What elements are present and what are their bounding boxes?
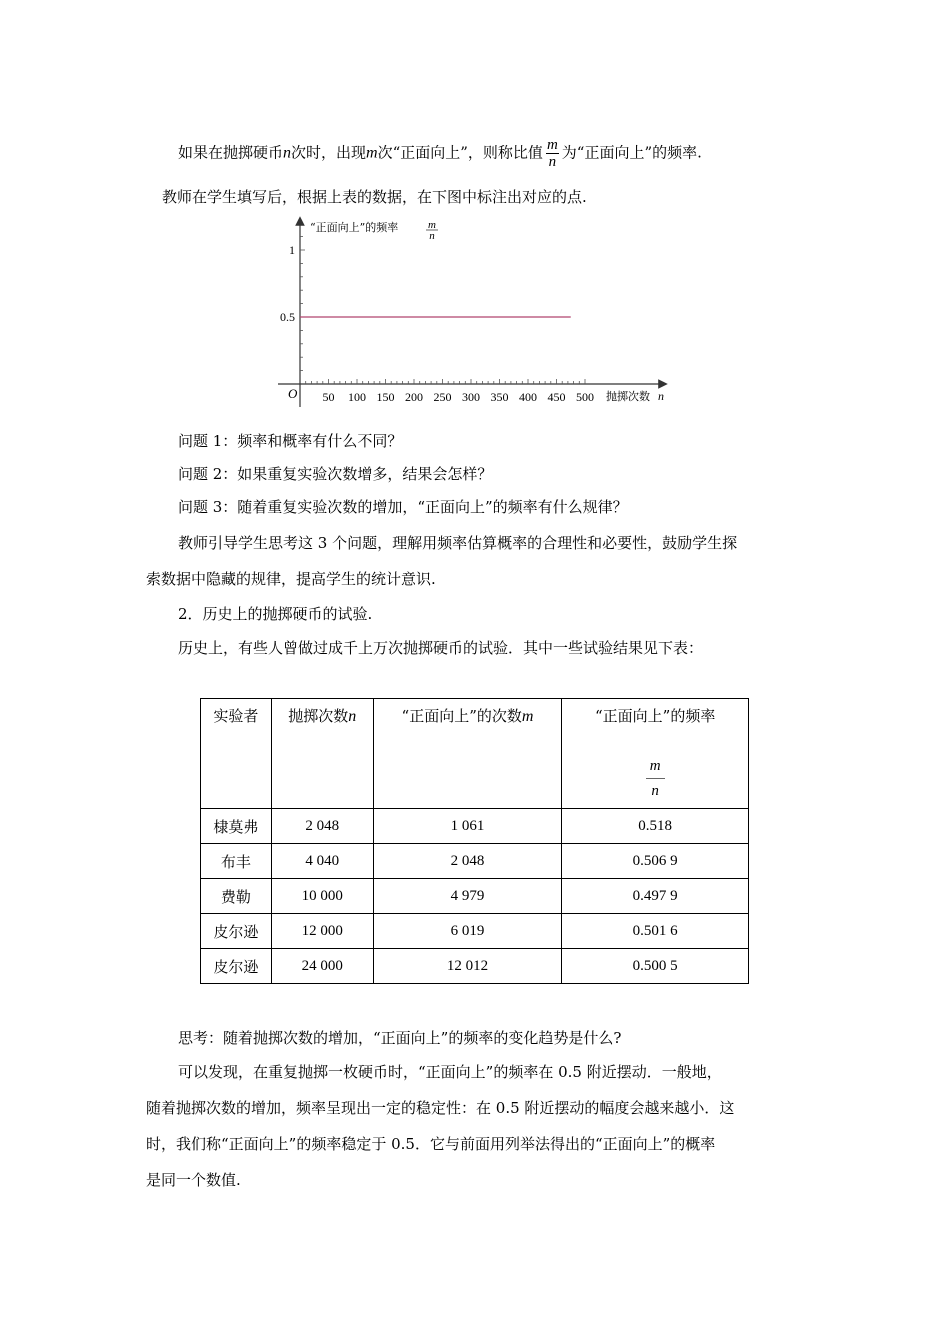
think-question: 思考：随着抛掷次数的增加，“正面向上”的频率的变化趋势是什么? [178,1029,622,1047]
cell-experimenter: 皮尔逊 [201,914,272,949]
chart-labels [280,219,664,404]
cell-frequency: 0.500 5 [562,949,749,984]
coin-experiment-table [200,698,749,984]
cell-tosses: 4 040 [271,844,373,879]
header-var-n: n [348,708,357,725]
y-tick-label: 1 [289,243,295,257]
intro-line-1 [178,137,702,170]
x-tick-label: 200 [405,390,423,404]
header-heads-frequency-text: “正面向上”的频率 [594,707,716,725]
x-tick-label: 400 [519,390,537,404]
var-m: m [366,144,378,162]
intro-text-a: 如果在抛掷硬币 [178,143,284,162]
intro-text-b: 次时，出现 [291,143,367,162]
table-row [201,809,749,844]
table-row [201,949,749,984]
header-heads-count-text: “正面向上”的次数 [401,707,522,725]
cell-heads: 12 012 [373,949,562,984]
x-axis-variable: n [658,389,664,403]
fraction-numerator: m [546,137,558,153]
table-row [201,879,749,914]
cell-tosses: 10 000 [271,879,373,914]
intro-text-c: 次“正面向上”，则称比值 [377,143,543,162]
conclusion-line-4: 是同一个数值. [146,1171,241,1189]
cell-frequency: 0.501 6 [562,914,749,949]
x-tick-label: 300 [462,390,480,404]
table-row [201,914,749,949]
x-tick-label: 150 [376,390,395,404]
origin-label: O [288,386,298,401]
frequency-chart [268,215,670,410]
intro-line-2: 教师在学生填写后，根据上表的数据，在下图中标注出对应的点. [162,188,587,206]
cell-experimenter: 费勒 [201,879,272,914]
cell-experimenter: 皮尔逊 [201,949,272,984]
question-1: 问题 1：频率和概率有什么不同？ [178,432,403,450]
fraction-denominator: n [548,154,557,170]
header-fraction [646,754,665,803]
cell-heads: 2 048 [373,844,562,879]
x-tick-label: 100 [348,390,366,404]
cell-tosses: 12 000 [271,914,373,949]
section-heading: 2．历史上的抛掷硬币的试验. [178,605,373,623]
history-intro: 历史上，有些人曾做过成千上万次抛掷硬币的试验．其中一些试验结果见下表： [178,639,704,657]
x-tick-label: 50 [322,390,335,404]
conclusion-line-3: 时，我们称“正面向上”的频率稳定于 0.5．它与前面用列举法得出的“正面向上”的概率 [146,1135,716,1153]
cell-heads: 4 979 [373,879,562,914]
header-heads-count [373,699,562,809]
cell-heads: 6 019 [373,914,562,949]
conclusion-line-2: 随着抛掷次数的增加，频率呈现出一定的稳定性：在 0.5 附近摆动的幅度会越来越小．这 [146,1099,735,1117]
y-tick-label: 0.5 [280,310,295,324]
y-label-fraction-denominator: n [429,230,435,242]
header-var-m: m [521,708,534,725]
table-row [201,844,749,879]
intro-text-d: 为“正面向上”的频率. [561,143,702,162]
ratio-fraction [546,137,559,170]
guide-line-2: 索数据中隐藏的规律，提高学生的统计意识. [146,570,436,588]
table-header-row [201,699,749,809]
cell-heads: 1 061 [373,809,562,844]
guide-line-1: 教师引导学生思考这 3 个问题，理解用频率估算概率的合理性和必要性，鼓励学生探 [178,534,738,552]
conclusion-line-1: 可以发现，在重复抛掷一枚硬币时，“正面向上”的频率在 0.5 附近摆动．一般地， [178,1063,722,1081]
cell-frequency: 0.497 9 [562,879,749,914]
y-label-fraction-numerator: m [428,219,436,231]
header-toss-count [271,699,373,809]
cell-tosses: 24 000 [271,949,373,984]
cell-frequency: 0.506 9 [562,844,749,879]
header-experimenter: 实验者 [201,699,272,809]
x-tick-label: 500 [576,390,594,404]
question-3: 问题 3：随着重复实验次数的增加，“正面向上”的频率有什么规律？ [178,498,628,516]
header-toss-count-text: 抛掷次数 [288,707,349,725]
var-n: n [283,144,292,162]
header-fraction-denominator: n [651,783,659,799]
x-axis-label: 抛掷次数 [606,390,650,403]
header-heads-frequency [562,699,749,809]
x-tick-label: 350 [490,390,509,404]
cell-frequency: 0.518 [562,809,749,844]
cell-tosses: 2 048 [271,809,373,844]
x-tick-label: 450 [547,390,566,404]
y-axis-label: “正面向上”的频率 [310,221,399,234]
chart-axes [278,221,663,407]
question-2: 问题 2：如果重复实验次数增多，结果会怎样？ [178,465,493,483]
x-tick-label: 250 [433,390,452,404]
header-fraction-numerator: m [646,754,665,779]
cell-experimenter: 棣莫弗 [201,809,272,844]
cell-experimenter: 布丰 [201,844,272,879]
